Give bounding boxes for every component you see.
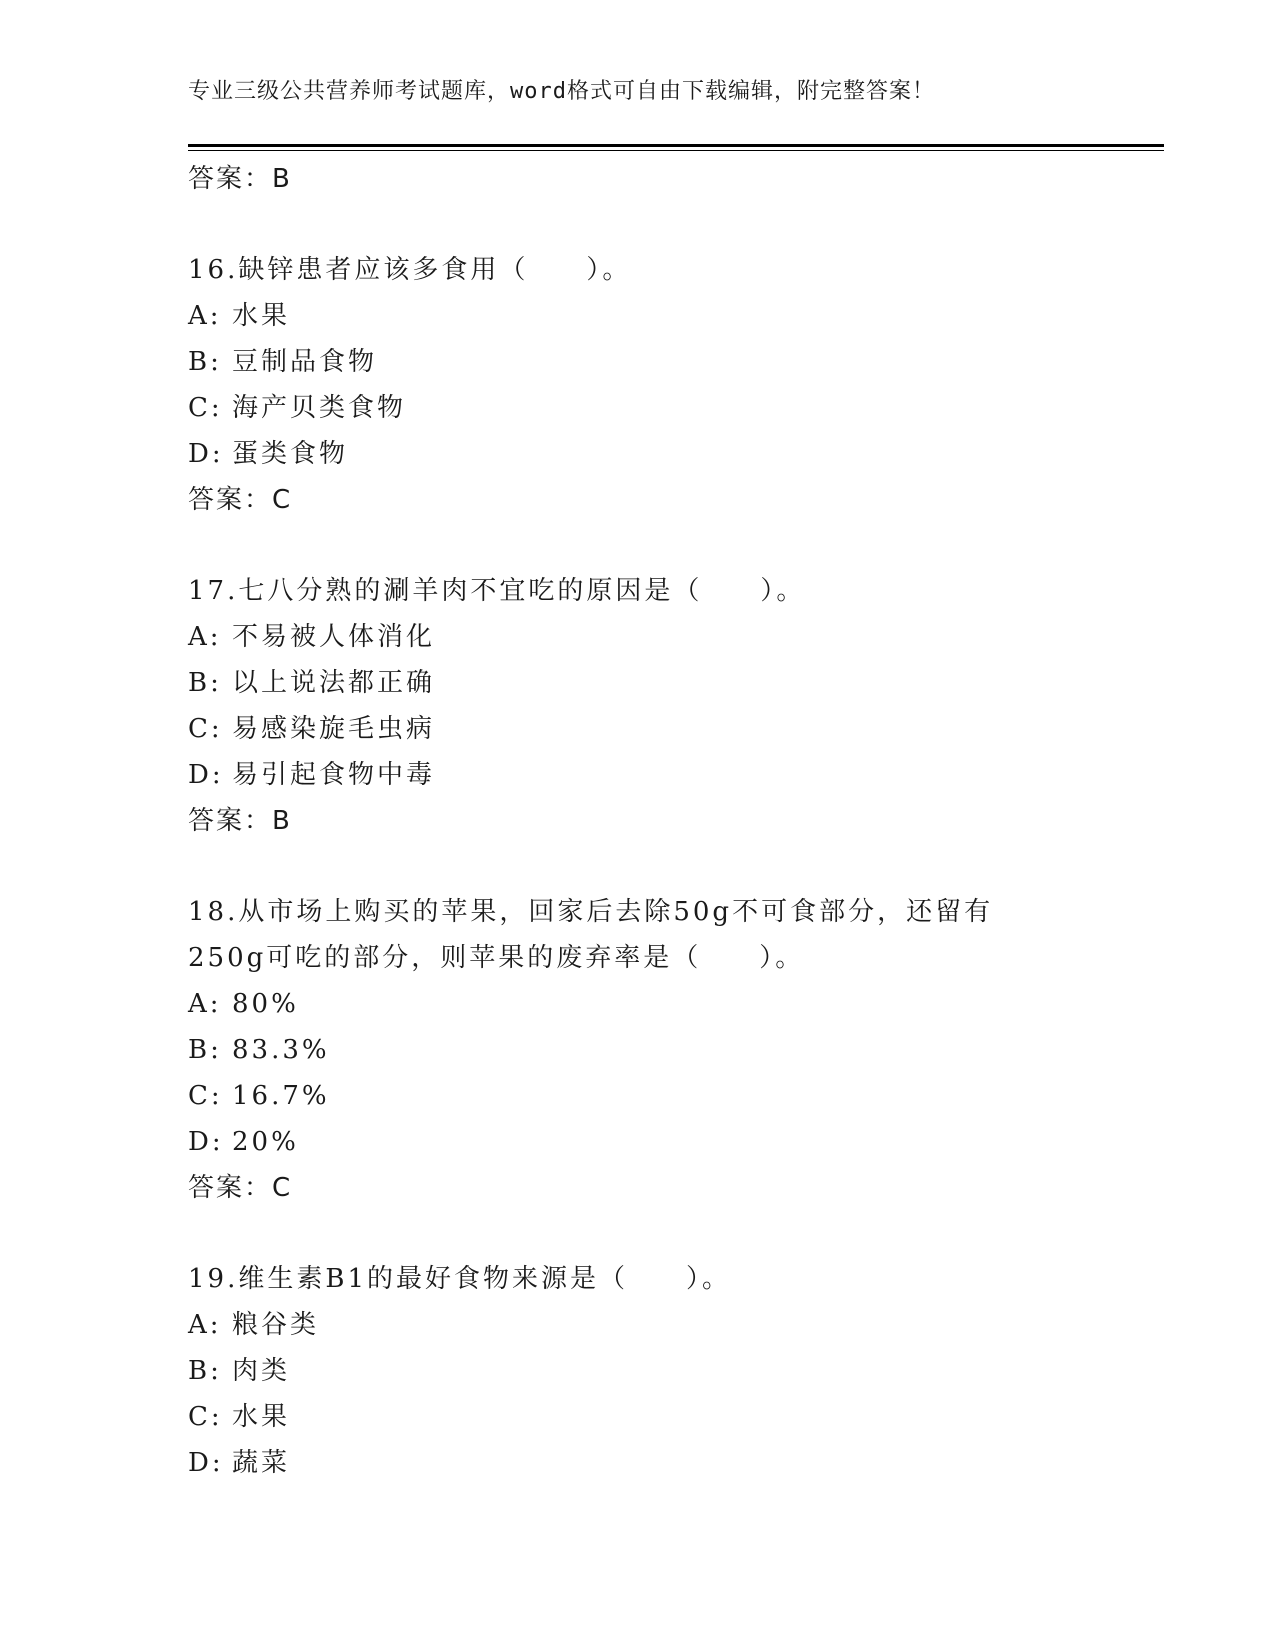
option-text: 豆制品食物: [232, 347, 378, 377]
option-text: 蛋类食物: [232, 439, 349, 469]
answer-label: 答案：C: [188, 485, 293, 515]
question-item: [188, 247, 1148, 523]
option-key: C:: [188, 1081, 223, 1111]
option-key: A:: [188, 1310, 222, 1340]
option-key: A:: [188, 989, 222, 1019]
option-a: [188, 614, 1148, 660]
option-key: D:: [188, 760, 224, 790]
question-stem: 18.从市场上购买的苹果，回家后去除50g不可食部分，还留有250g可吃的部分，则苹果的废弃率是（ ）。: [188, 897, 994, 973]
option-key: B:: [188, 1356, 222, 1386]
option-text: 83.3%: [232, 1035, 330, 1065]
option-text: 80%: [232, 989, 299, 1019]
question-stem: 19.维生素B1的最好食物来源是（ ）。: [188, 1264, 731, 1294]
option-key: C:: [188, 714, 223, 744]
option-key: C:: [188, 1402, 223, 1432]
option-text: 16.7%: [232, 1081, 330, 1111]
option-key: A:: [188, 301, 222, 331]
question-item: [188, 568, 1148, 844]
option-text: 水果: [232, 301, 291, 331]
option-text: 不易被人体消化: [232, 622, 436, 652]
option-key: B:: [188, 347, 222, 377]
option-c: [188, 706, 1148, 752]
option-text: 以上说法都正确: [232, 668, 436, 698]
header-divider-thick: [188, 144, 1164, 147]
answer-label: 答案：C: [188, 1173, 293, 1203]
option-key: D:: [188, 1448, 224, 1478]
option-key: A:: [188, 622, 222, 652]
option-a: [188, 293, 1148, 339]
option-d: [188, 752, 1148, 798]
question-stem: 17.七八分熟的涮羊肉不宜吃的原因是（ ）。: [188, 576, 806, 606]
answer-label: 答案：B: [188, 164, 292, 194]
option-text: 蔬菜: [232, 1448, 291, 1478]
header-divider-thin: [188, 150, 1164, 151]
page-header-title: 专业三级公共营养师考试题库，word格式可自由下载编辑，附完整答案！: [188, 79, 935, 104]
option-text: 海产贝类食物: [232, 393, 407, 423]
option-key: C:: [188, 393, 223, 423]
option-text: 水果: [232, 1402, 291, 1432]
option-b: [188, 339, 1148, 385]
question-stem: 16.缺锌患者应该多食用（ ）。: [188, 255, 632, 285]
option-key: B:: [188, 668, 222, 698]
option-d: [188, 1440, 1148, 1486]
option-key: B:: [188, 1035, 222, 1065]
option-text: 肉类: [232, 1356, 291, 1386]
question-item: [188, 889, 1148, 1211]
option-text: 易引起食物中毒: [232, 760, 436, 790]
option-c: [188, 1394, 1148, 1440]
option-key: D:: [188, 1127, 224, 1157]
question-item: [188, 1256, 1148, 1486]
question-list: [188, 156, 1148, 1486]
option-c: [188, 1073, 1148, 1119]
option-b: [188, 1348, 1148, 1394]
option-text: 20%: [232, 1127, 299, 1157]
option-text: 易感染旋毛虫病: [232, 714, 436, 744]
answer-label: 答案：B: [188, 806, 292, 836]
option-b: [188, 1027, 1148, 1073]
option-c: [188, 385, 1148, 431]
option-b: [188, 660, 1148, 706]
option-d: [188, 431, 1148, 477]
option-key: D:: [188, 439, 224, 469]
option-a: [188, 981, 1148, 1027]
option-a: [188, 1302, 1148, 1348]
option-text: 粮谷类: [232, 1310, 320, 1340]
option-d: [188, 1119, 1148, 1165]
